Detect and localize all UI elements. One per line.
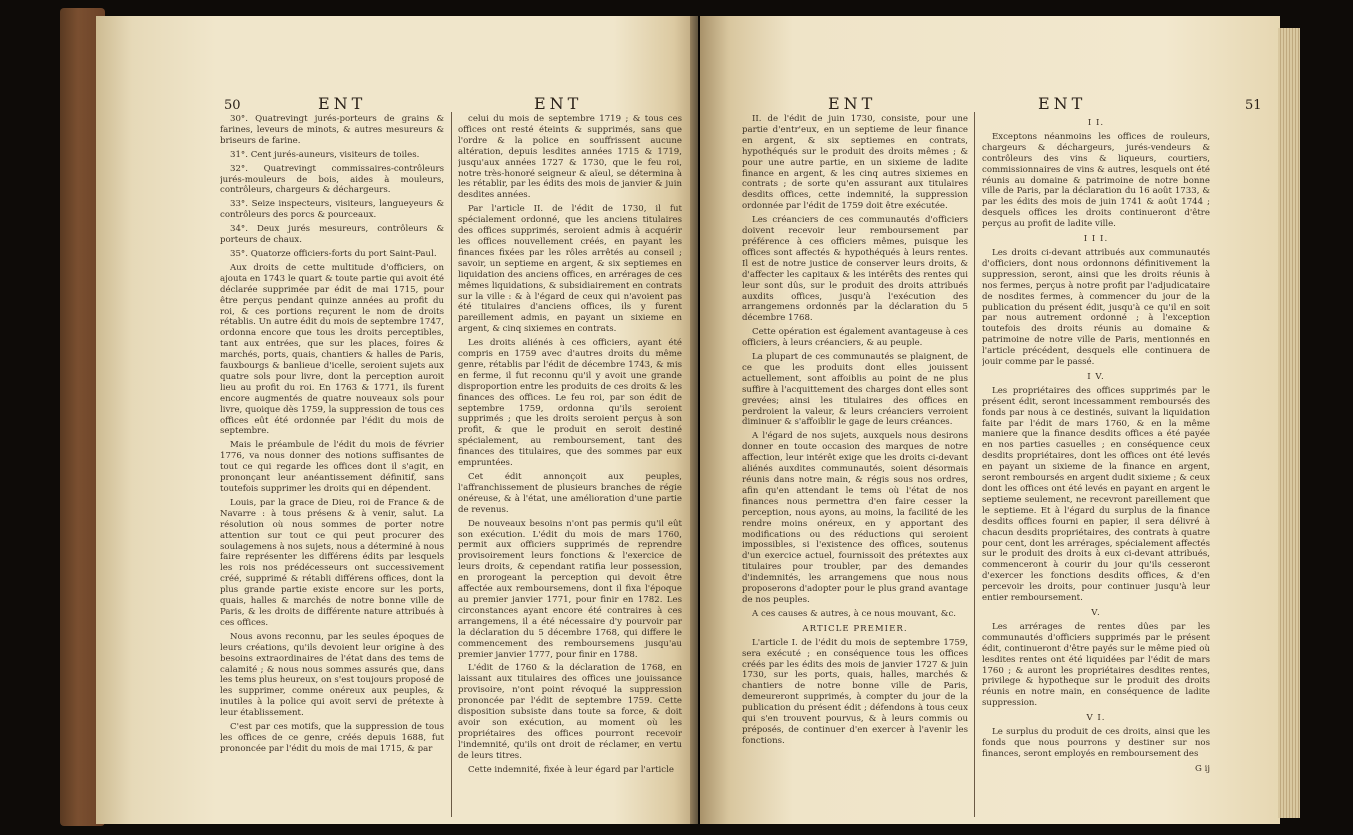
section-heading: I I I.: [1083, 234, 1109, 245]
signature-mark: G ij: [1194, 763, 1210, 774]
paragraph: 34°. Deux jurés mesureurs, contrôleurs & porteurs de chaux.: [220, 224, 444, 246]
left-page: [96, 16, 698, 824]
paragraph: Cet édit annonçoit aux peuples, l'affranchissement de plusieurs branches de régie onéreuse, & à l'état, une amélioration d'une partie de revenus.: [458, 472, 682, 515]
paragraph: Aux droits de cette multitude d'officiers, on ajouta en 1743 le quart & toute partie qui avoit été déclarée supprimée par édit de mai 1715, pour être perçus pendant quinze années au profit du roi, & ces portions reçurent le nom de droits rétablis. Un autre édit du mois de septembre 1747, ordonna encore que tous les droits perceptibles, tant aux entrées, que sur les places, foires & marchés, ports, quais, chantiers & halles de Paris, fauxbourgs & banlieue d'icelle, seroient sujets aux quatre sols pour livre, dont la perception auroit lieu au profit du roi. En 1763 & 1771, ils furent encore augmentés de quatre nouveaux sols pour livre, quoique dès 1759, la suppression de tous ces offices eût été ordonnée par l'édit du mois de septembre.: [220, 262, 444, 437]
paragraph: Nous avons reconnu, par les seules époques de leurs créations, qu'ils devoient leur origine à des besoins extraordinaires de l'état dans des tems de calamité ; & nous nous sommes assurés que, dans les tems plus heureux, on s'est toujours proposé de les supprimer, comme onéreux aux peuples, & inutiles à la police qui avoit servi de prétexte à leur établissement.: [220, 631, 444, 719]
section-heading: I V.: [1087, 371, 1105, 382]
section-heading: V I.: [1086, 713, 1106, 724]
paragraph: Exceptons néanmoins les offices de rouleurs, chargeurs & déchargeurs, jurés-vendeurs & contrôleurs des vins & liqueurs, courtiers, commissionnaires de vins & autres, lesquels ont été réunis au domaine & patrimoine de notre bonne ville de Paris, par la déclaration du 16 août 1733, & par les édits des mois de juin 1741 & août 1744 ; desquels offices les droits continueront d'être perçus au profit de ladite ville.: [982, 131, 1210, 230]
paragraph: Les droits aliénés à ces officiers, ayant été compris en 1759 avec d'autres droits du même genre, rétablis par l'édit de décembre 1743, & mis en ferme, il fut reconnu qu'il y avoit une grande disproportion entre les produits de ces droits & les finances des offices. Le feu roi, par son édit de septembre 1759, ordonna qu'ils seroient supprimés ; que les droits seroient perçus à son profit, & que le produit en seroit destiné spécialement, au remboursement, tant des finances des titulaires, que des sommes par eux empruntées.: [458, 338, 682, 469]
text-column-2: [458, 114, 682, 819]
section-heading: V.: [1091, 607, 1101, 618]
page-number: 50: [224, 98, 241, 113]
paragraph: Les propriétaires des offices supprimés par le présent édit, seront incessamment remboursés des fonds par nous à ce destinés, suivant la liquidation faite par l'édit de mars 1760, & en la même maniere que la finance desdits offices a été payée en nos parties casuelles ; en conséquence ceux desdits propriétaires, dont les offices ont été levés en payant un sixieme de la finance en argent, seront remboursés en argent dudit sixieme ; & ceux dont les offices ont été levés en payant en argent le septieme seulement, ne recevront pareillement que le septieme. Et à l'égard du surplus de la finance desdits offices fourni en papier, il sera délivré à chacun desdits propriétaires, des contrats à quatre pour cent, dont les arrérages, spécialement affectés sur le produit des droits à eux ci-devant attribués, commenceront à courir du jour qu'ils cesseront d'exercer les fonctions desdits offices, & d'en percevoir les droits, pour continuer jusqu'à leur entier remboursement.: [982, 385, 1210, 604]
paragraph: Le surplus du produit de ces droits, ainsi que les fonds que nous pourrons y destiner sur nos finances, seront employés en remboursement des: [982, 727, 1210, 759]
paragraph: Par l'article II. de l'édit de 1730, il fut spécialement ordonné, que les anciens titulaires des offices supprimés, seroient admis à acquérir les offices nouvellement créés, en payant les finances fixées par les rôles arrêtés au conseil ; savoir, un septieme en argent, & six septiemes en liquidation des anciens offices, en arrérages de ces mêmes liquidations, & subsidiairement en contrats sur la ville : & à l'égard de ceux qui n'avoient pas été titulaires d'anciens offices, ils y furent pareillement admis, en payant un sixieme en argent, & cinq sixiemes en contrats.: [458, 204, 682, 335]
paragraph: C'est par ces motifs, que la suppression de tous les offices de ce genre, créés depuis 1688, fut prononcée par l'édit du mois de mai 1715, & par: [220, 722, 444, 754]
paragraph: A l'égard de nos sujets, auxquels nous desirons donner en toute occasion des marques de notre affection, leur intérêt exige que les droits ci-devant aliénés auxdites communautés, soient désormais réunis dans notre main, & régis sous nos ordres, afin qu'en attendant le tems où l'état de nos finances nous permettra d'en faire cesser la perception, nous ayons, au moins, la facilité de les rendre moins onéreux, en y apportant des modifications ou des réductions qui seroient impossibles, si l'existence des offices, soutenus d'un exercice actuel, fournissoit des prétextes aux titulaires pour troubler, par des demandes d'indemnités, les arrangemens que nous nous proposerons d'adopter pour le plus grand avantage de nos peuples.: [742, 431, 968, 605]
text-column-2: [982, 114, 1210, 819]
running-head-col2: ENT: [1038, 94, 1087, 113]
paragraph: Cette opération est également avantageuse à ces officiers, à leurs créanciers, & au peuple.: [742, 327, 968, 349]
page-edges: [1278, 28, 1300, 818]
paragraph: 32°. Quatrevingt commissaires-contrôleurs jurés-mouleurs de bois, aides à mouleurs, contrôleurs, chargeurs & déchargeurs.: [220, 163, 444, 196]
running-head: ENT: [318, 94, 367, 113]
running-head: ENT: [828, 94, 877, 113]
paragraph: L'édit de 1760 & la déclaration de 1768, en laissant aux titulaires des offices une jouissance provisoire, n'ont point révoqué la suppression prononcée par l'édit de septembre 1759. Cette disposition subsiste dans toute sa force, & doit avoir son exécution, au moment où les propriétaires des offices pourront recevoir l'indemnité, qu'ils ont droit de réclamer, en vertu de leurs titres.: [458, 663, 682, 761]
section-heading: ARTICLE PREMIER.: [802, 623, 908, 634]
paragraph: Les créanciers de ces communautés d'officiers doivent recevoir leur remboursement par préférence à ces officiers mêmes, puisque les offices sont affectés & hypothéqués à leurs rentes. Il est de notre justice de conserver leurs droits, & d'affecter les capitaux & les intérêts des rentes qui leur sont dûs, sur le produit des droits attribués auxdits offices, jusqu'à l'exécution des arrangemens ordonnés par la déclaration du 5 décembre 1768.: [742, 215, 968, 324]
running-head-col2: ENT: [534, 94, 583, 113]
text-column-1: [742, 114, 968, 819]
text-column-1: [220, 114, 444, 819]
paragraph: 35°. Quatorze officiers-forts du port Saint-Paul.: [230, 248, 437, 259]
paragraph: Louis, par la grace de Dieu, roi de France & de Navarre : à tous présens & à venir, salut. La résolution où nous sommes de porter notre attention sur tout ce qui peut procurer des soulagemens à nos sujets, nous a déterminé à nous faire représenter les différens édits par lesquels les rois nos prédécesseurs ont successivement créé, supprimé & rétabli différens offices, dont la plus grande partie existe encore sur les ports, quais, halles & marchés de notre bonne ville de Paris, & les droits de différente nature attribués à ces offices.: [220, 497, 444, 628]
paragraph: 33°. Seize inspecteurs, visiteurs, langueyeurs & contrôleurs des porcs & pourceaux.: [220, 199, 444, 221]
paragraph: Les arrérages de rentes dûes par les communautés d'officiers supprimés par le présent édit, continueront d'être payés sur le même pied où lesdites rentes ont été liquidées par l'édit de mars 1760 ; & auront les propriétaires desdites rentes, privilege & hypotheque sur le produit des droits réunis en notre main, en conséquence de ladite suppression.: [982, 621, 1210, 709]
paragraph: La plupart de ces communautés se plaignent, de ce que les produits dont elles jouissent actuellement, sont affoiblis au point de ne plus suffire à l'acquittement des charges dont elles sont grevées; ainsi les titulaires des offices en perdroient la valeur, & leurs créanciers verroient diminuer & s'affoiblir le gage de leurs créances.: [742, 352, 968, 428]
section-heading: I I.: [1087, 118, 1105, 128]
column-rule: [451, 112, 452, 817]
paragraph: L'article I. de l'édit du mois de septembre 1759, sera exécuté ; en conséquence tous les offices créés par les édits des mois de janvier 1727 & juin 1730, sur les ports, quais, halles, marchés & chantiers de notre bonne ville de Paris, demeureront supprimés, à compter du jour de la publication du présent édit ; défendons à tous ceux qui s'en trouvent pourvus, & à leurs commis ou préposés, de continuer d'en exercer à l'avenir les fonctions.: [742, 637, 968, 746]
column-rule: [974, 112, 975, 817]
right-page: [700, 16, 1280, 824]
paragraph: De nouveaux besoins n'ont pas permis qu'il eût son exécution. L'édit du mois de mars 1760, permit aux officiers supprimés de reprendre provisoirement leurs fonctions & l'exercice de leurs droits, & cependant ratifia leur possession, en prorogeant la perception qui devoit être affectée aux remboursemens, dont il fixa l'époque au premier janvier 1771, pour finir en 1782. Les circonstances ayant encore été contraires à ces arrangemens, il a été nécessaire d'y pourvoir par la déclaration du 5 décembre 1768, qui differe le commencement des remboursemens jusqu'au premier janvier 1777, pour finir en 1788.: [458, 518, 682, 660]
paragraph: celui du mois de septembre 1719 ; & tous ces offices ont resté éteints & supprimés, sans que l'ordre & la police en souffrissent aucune altération, depuis lesdites années 1715 & 1719, jusqu'aux années 1727 & 1730, que le feu roi, notre très-honoré seigneur & aïeul, se détermina à les rétablir, par les édits des mois de janvier & juin desdites années.: [458, 114, 682, 201]
paragraph: Les droits ci-devant attribués aux communautés d'officiers, dont nous ordonnons définitivement la suppression, seront, ainsi que les droits réunis à nos fermes, perçus à notre profit par l'adjudicataire de nosdites fermes, à commencer du jour de la publication du présent édit, jusqu'à ce qu'il en soit par nous autrement ordonné ; à l'exception toutefois des droits réunis au domaine & patrimoine de notre ville de Paris, mentionnés en l'article précédent, desquels elle continuera de jouir comme par le passé.: [982, 247, 1210, 368]
page-number: 51: [1245, 98, 1262, 113]
paragraph: A ces causes & autres, à ce nous mouvant, &c.: [752, 608, 957, 619]
paragraph: II. de l'édit de juin 1730, consiste, pour une partie d'entr'eux, en un septieme de leur finance en argent, & six septiemes en contrats, hypothéqués sur le produit des droits mêmes ; & pour une autre partie, en un sixieme de ladite finance en argent, & les cinq autres sixiemes en contrats ; de sorte qu'en assurant aux titulaires desdits offices, cette indemnité, la suppression ordonnée par l'édit de 1759 doit être exécutée.: [742, 114, 968, 212]
paragraph: 31°. Cent jurés-auneurs, visiteurs de toiles.: [230, 149, 420, 160]
paragraph: 30°. Quatrevingt jurés-porteurs de grains & farines, leveurs de minots, & autres mesureurs & briseurs de farine.: [220, 114, 444, 146]
paragraph: Mais le préambule de l'édit du mois de février 1776, va nous donner des notions suffisantes de tout ce qui regarde les offices dont il s'agit, en prononçant leur anéantissement définitif, sans toutefois supprimer les droits qui en dépendent.: [220, 440, 444, 494]
paragraph: Cette indemnité, fixée à leur égard par l'article: [468, 764, 674, 775]
